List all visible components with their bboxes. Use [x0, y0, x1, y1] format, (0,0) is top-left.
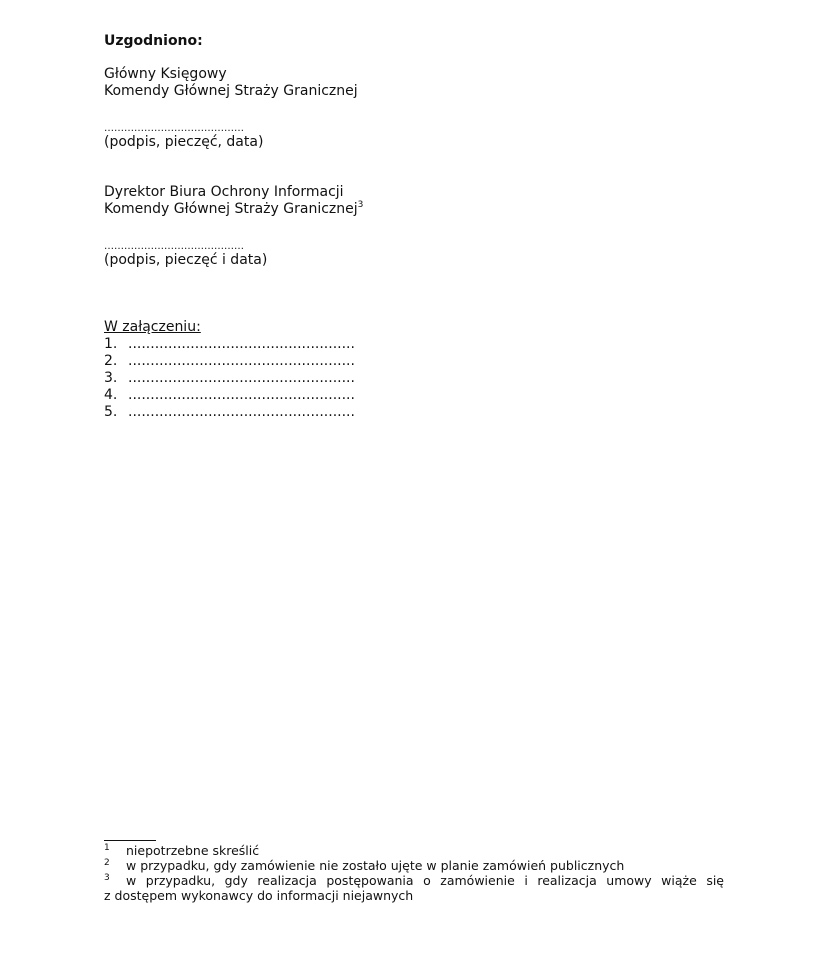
attachment-number: 2.: [104, 353, 118, 369]
attachment-dots: ...................................................: [128, 404, 355, 420]
attachment-number: 4.: [104, 387, 118, 403]
attachment-number: 5.: [104, 404, 118, 420]
footnote-text-line2: z dostępem wykonawcy do informacji niejawnych: [104, 888, 414, 903]
footnote-3: 3 w przypadku, gdy realizacja postępowania o zamówienie i realizacja umowy wiąże się: [104, 873, 724, 888]
chief-accountant-title: Główny Księgowy: [104, 66, 227, 82]
footnote-2: 2 w przypadku, gdy zamówienie nie zostało ujęte w planie zamówień publicznych: [104, 858, 625, 873]
signature-caption-1: (podpis, pieczęć, data): [104, 134, 264, 150]
attachment-item: [104, 404, 355, 421]
attachment-dots: ...................................................: [128, 370, 355, 386]
attachment-number: 1.: [104, 336, 118, 352]
attachment-dots: ...................................................: [128, 336, 355, 352]
footnote-text-line1: w przypadku, gdy realizacja postępowania o zamówienie i realizacja umowy wiąże się: [126, 873, 724, 888]
attachment-dots: ...................................................: [128, 353, 355, 369]
footnote-separator: [104, 840, 156, 841]
attachments-title: W załączeniu:: [104, 319, 201, 335]
chief-accountant-unit: Komendy Głównej Straży Granicznej: [104, 83, 358, 99]
attachment-item: [104, 370, 355, 387]
signature-dots-1: ……………………………………: [104, 123, 244, 134]
attachment-item: [104, 387, 355, 404]
attachment-number: 3.: [104, 370, 118, 386]
footnote-1: 1 niepotrzebne skreślić: [104, 843, 260, 858]
attachment-item: [104, 353, 355, 370]
director-title: Dyrektor Biura Ochrony Informacji: [104, 184, 344, 200]
attachment-item: [104, 336, 355, 353]
footnote-text: niepotrzebne skreślić: [126, 843, 260, 858]
director-unit: [104, 201, 363, 218]
approval-heading: Uzgodniono:: [104, 33, 203, 49]
footnote-text: w przypadku, gdy zamówienie nie zostało ujęte w planie zamówień publicznych: [126, 858, 625, 873]
signature-dots-2: ……………………………………: [104, 241, 244, 252]
attachment-dots: ...................................................: [128, 387, 355, 403]
footnote-3-continuation: [104, 888, 724, 903]
director-unit-text: Komendy Głównej Straży Granicznej: [104, 201, 358, 217]
signature-caption-2: (podpis, pieczęć i data): [104, 252, 268, 268]
footnote-ref-3: 3: [357, 200, 364, 210]
